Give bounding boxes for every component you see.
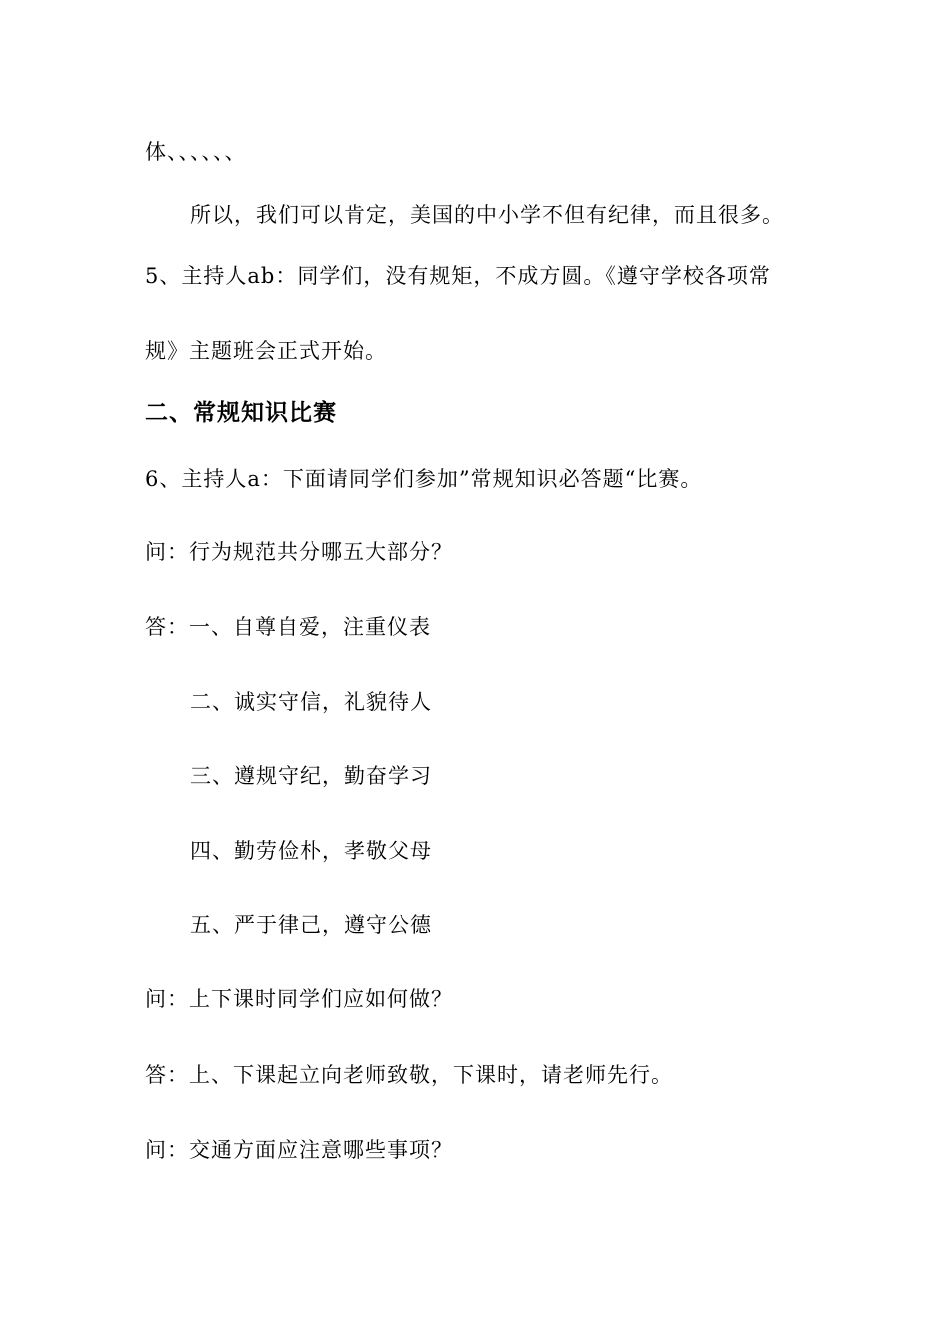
text-line: 5、主持人ab：同学们，没有规矩，不成方圆。《遵守学校各项常	[145, 264, 771, 288]
answer-line: 四、勤劳俭朴，孝敬父母	[190, 839, 432, 863]
text-line: 规》主题班会正式开始。	[145, 339, 387, 363]
answer-line: 三、遵规守纪，勤奋学习	[190, 764, 432, 788]
text-line: 6、主持人a：下面请同学们参加”常规知识必答题“比赛。	[145, 467, 703, 491]
answer-line: 答：上、下课起立向老师致敬，下课时，请老师先行。	[145, 1063, 673, 1087]
answer-line: 二、诚实守信，礼貌待人	[190, 690, 432, 714]
question-line: 问：上下课时同学们应如何做？	[145, 987, 453, 1011]
answer-line: 答：一、自尊自爱，注重仪表	[145, 615, 431, 639]
text-line: 体、、、、、、	[145, 140, 247, 164]
answer-line: 五、严于律己，遵守公德	[190, 913, 432, 937]
text-line: 所以，我们可以肯定，美国的中小学不但有纪律，而且很多。	[190, 203, 784, 227]
section-heading: 二、常规知识比赛	[145, 400, 337, 426]
question-line: 问：行为规范共分哪五大部分？	[145, 540, 453, 564]
question-line: 问：交通方面应注意哪些事项？	[145, 1138, 453, 1162]
